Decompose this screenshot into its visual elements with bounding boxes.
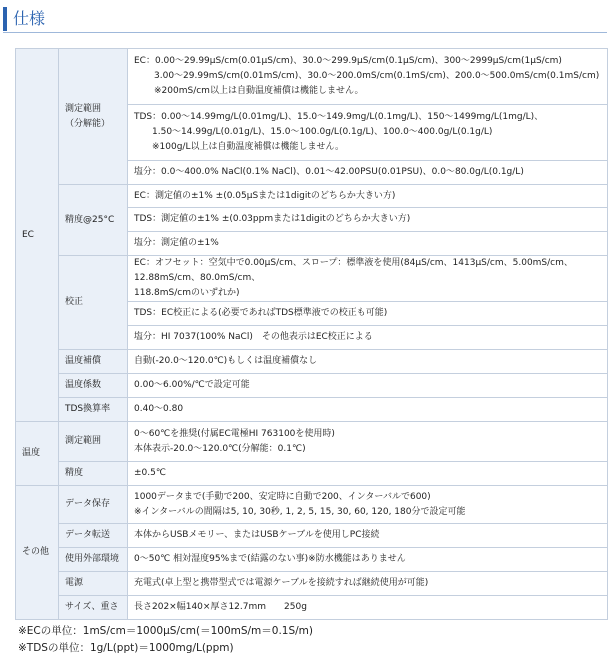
value-line: 本体表示-20.0～120.0℃(分解能：0.1℃) [134, 443, 306, 454]
value-power: 充電式(卓上型と携帯型式では電源ケーブルを接続すれば継続使用が可能) [128, 572, 608, 596]
table-row [16, 256, 608, 302]
title-accent-bar [3, 7, 7, 31]
subcategory-temp-coef: 温度係数 [59, 374, 128, 398]
footnote-tds-unit: ※TDSの単位：1g/L(ppt)＝1000mg/L(ppm) [18, 642, 234, 654]
value-line: TDS：0.00～14.99mg/L(0.01mg/L)、15.0～149.9mg/L(0.1mg/L)、150～1499mg/L(1mg/L)、 [134, 112, 544, 122]
value-ec-range-salt: 塩分：0.0～400.0% NaCl(0.1% NaCl)、0.01～42.00PSU(0.01PSU)、0.0～80.0g/L(0.1g/L) [128, 161, 608, 185]
value-line: 1000データまで(手動で200、安定時に自動で200、インターバルで600) [134, 491, 431, 502]
subcategory-ec-range [59, 49, 128, 185]
subcategory-ec-accuracy: 精度@25°C [59, 185, 128, 256]
value-ec-accuracy-ec: EC：測定値の±1% ±(0.05μSまたは1digitのどちらか大きい方) [128, 185, 608, 208]
value-environment: 0～50℃ 相対湿度95%まで(結露のない事)※防水機能はありません [128, 548, 608, 572]
subcategory-temp-accuracy: 精度 [59, 462, 128, 486]
spec-table [15, 48, 608, 620]
value-line: ※100g/L以上は自動温度補償は機能しません。 [152, 142, 345, 152]
footnote-ec-unit: ※ECの単位：1mS/cm＝1000μS/cm(＝100mS/m＝0.1S/m) [18, 625, 314, 637]
page-title: 仕様 [13, 9, 46, 28]
subcategory-tds-factor: TDS換算率 [59, 398, 128, 422]
value-ec-accuracy-tds: TDS：測定値の±1% ±(0.03ppmまたは1digitのどちらか大きい方) [128, 208, 608, 232]
section-header [3, 7, 607, 33]
table-row [16, 596, 608, 620]
table-row [16, 422, 608, 462]
value-ec-calibration-ec [128, 256, 608, 302]
subcategory-environment: 使用外部環境 [59, 548, 128, 572]
subcategory-size: サイズ、重さ [59, 596, 128, 620]
table-row [16, 486, 608, 524]
subcategory-power: 電源 [59, 572, 128, 596]
subcategory-ec-calibration: 校正 [59, 256, 128, 350]
subcategory-storage: データ保存 [59, 486, 128, 524]
value-storage [128, 486, 608, 524]
value-ec-calibration-tds: TDS：EC校正による(必要であればTDS標準液での校正も可能) [128, 302, 608, 326]
value-line: 118.8mS/cmのいずれか) [134, 288, 240, 298]
value-ec-range-ec [128, 49, 608, 105]
category-other: その他 [16, 486, 59, 620]
table-row [16, 572, 608, 596]
title-underline [3, 32, 607, 33]
value-transfer: 本体からUSBメモリー、またはUSBケーブルを使用しPC接続 [128, 524, 608, 548]
category-temperature: 温度 [16, 422, 59, 486]
value-line: 1.50～14.99g/L(0.01g/L)、15.0～100.0g/L(0.1g/L)、100.0～400.0g/L(0.1g/L) [152, 127, 493, 137]
value-size: 長さ202×幅140×厚さ12.7mm 250g [128, 596, 608, 620]
table-row [16, 398, 608, 422]
value-ec-calibration-salt: 塩分：HI 7037(100% NaCl) その他表示はEC校正による [128, 326, 608, 350]
value-temp-range [128, 422, 608, 462]
value-line: EC：0.00～29.99μS/cm(0.01μS/cm)、30.0～299.9μS/cm(0.1μS/cm)、300～2999μS/cm(1μS/cm) [134, 56, 562, 66]
value-temp-coef: 0.00～6.00%/℃で設定可能 [128, 374, 608, 398]
subcategory-temp-comp: 温度補償 [59, 350, 128, 374]
subcategory-label: 測定範囲 [65, 103, 102, 114]
table-row [16, 185, 608, 208]
table-row [16, 524, 608, 548]
subcategory-transfer: データ転送 [59, 524, 128, 548]
table-row [16, 548, 608, 572]
subcategory-label-note: （分解能） [65, 118, 111, 129]
value-temp-accuracy: ±0.5℃ [128, 462, 608, 486]
table-row [16, 49, 608, 105]
value-line: 3.00～29.99mS/cm(0.01mS/cm)、30.0～200.0mS/cm(0.1mS/cm)、200.0～500.0mS/cm(0.1mS/cm) [154, 71, 600, 81]
value-line: 0～60℃を推奨(付属EC電極HI 763100を使用時) [134, 428, 335, 439]
value-tds-factor: 0.40～0.80 [128, 398, 608, 422]
value-line: ※200mS/cm以上は自動温度補償は機能しません。 [154, 86, 364, 96]
value-ec-accuracy-salt: 塩分：測定値の±1% [128, 232, 608, 256]
value-temp-comp: 自動(-20.0～120.0℃)もしくは温度補償なし [128, 350, 608, 374]
value-line: EC：オフセット：空気中で0.00μS/cm、スロープ：標準液を使用(84μS/cm、1413μS/cm、5.00mS/cm、12.88mS/cm、80.0mS/cm、 [134, 258, 573, 283]
table-row [16, 374, 608, 398]
value-line: ※インターバルの間隔は5, 10, 30秒, 1, 2, 5, 15, 30, 60, 120, 180分で設定可能 [134, 506, 466, 517]
table-row [16, 350, 608, 374]
category-ec: EC [16, 49, 59, 422]
value-ec-range-tds [128, 105, 608, 161]
subcategory-temp-range: 測定範囲 [59, 422, 128, 462]
table-row [16, 462, 608, 486]
